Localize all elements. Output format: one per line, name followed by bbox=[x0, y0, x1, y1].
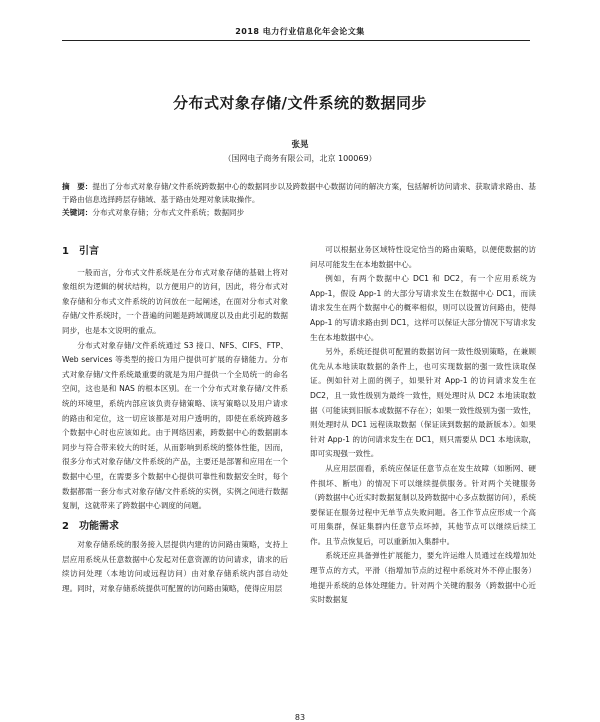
paragraph: 例如，有两个数据中心 DC1 和 DC2，有一个应用系统为 App-1，假设 App-1 的大部分写请求发生在数据中心 DC1，而读请求发生在两个数据中心的概率相似，则可以设置访问路由，使得 App-1 的写请求路由到 DC1，这样可以保证大部分情况下写请求发生在本地数据中心。 bbox=[310, 274, 536, 342]
left-column bbox=[62, 243, 288, 597]
author-affiliation: （国网电子商务有限公司，北京 100069） bbox=[223, 154, 377, 163]
keywords bbox=[62, 206, 536, 219]
paragraph: 可以根据业务区域特性设定恰当的路由策略，以便使数据的访问尽可能发生在本地数据中心。 bbox=[310, 245, 536, 269]
abstract-label: 摘 要： bbox=[62, 182, 93, 191]
abstract bbox=[62, 180, 536, 206]
paragraph: 另外，系统还提供可配置的数据访问一致性级别策略，在兼顾优先从本地读取数据的条件上，也可实现数据的强一致性读取保证。例如针对上面的例子，如果针对 App-1 的访问请求发生在 DC2，且一致性级别为最终一致性，则处理时从 DC2 本地读取数据（可能读到旧版本或数据不存在）；如果一致性级别为强一致性，则处理时从 DC1 远程读取数据（保证读到数据的最新版本）。如果针对 App-1 的访问请求发生在 DC1，则只需要从 DC1 本地读取，即可实现强一致性。 bbox=[310, 347, 536, 459]
paragraph: 对象存储系统的服务接入层提供内建的访问路由策略，支持上层应用系统从任意数据中心发起对任意资源的访问请求，请求的后续访问处理（本地访问或远程访问）由对象存储系统内部自动处理。同时，对象存储系统提供可配置的访问路由策略，使得应用层 bbox=[62, 540, 288, 594]
abstract-block bbox=[62, 180, 536, 219]
keywords-label: 关键词： bbox=[62, 208, 93, 217]
running-header: 2018 电力行业信息化年会论文集 bbox=[235, 27, 365, 36]
paragraph: 分布式对象存储/文件系统通过 S3 接口、NFS、CIFS、FTP、Web services 等类型的接口为用户提供可扩展的存储能力。分布式对象存储/文件系统最重要的就是为用户提供一个全局统一的命名空间，这也是和 NAS 的根本区别。在一个分布式对象存储/文件系统的环境里，系统内部应该负责存储策略、读写策略以及用户请求的路由和定位，这一切应该都是对用户透明的，即使在系统跨越多个数据中心时也应该如此。由于网络因素，跨数据中心的数据副本同步与符合带来较大的时延，从而影响到系统的整体性能，因而，很多分布式对象存储/文件系统的产品，主要还是部署和应用在一个数据中心里，在需要多个数据中心提供可靠性和数据安全时，每个数据都需一套分布式对象存储/文件系统的实例，实例之间进行数据复制，这就带来了跨数据中心调度的问题。 bbox=[62, 340, 288, 511]
paragraph: 一般而言，分布式文件系统是在分布式对象存储的基础上将对象组织为逻辑的树状结构，以方便用户的访问，因此，将分布式对象存储和分布式文件系统的访问放在一起阐述，在面对分布式对象存储/文件系统时，一个普遍的问题是跨域调度以及由此引起的数据同步，也是本文说明的重点。 bbox=[62, 267, 288, 335]
paragraph: 系统还应具备弹性扩展能力，要允许运维人员通过在线增加处理节点的方式，平滑（指增加节点的过程中系统对外不停止服务）地提升系统的总体处理能力。针对两个关键的服务（跨数据中心近实时数据复 bbox=[310, 551, 536, 605]
author-name: 张晃 bbox=[291, 140, 309, 150]
page-number: 83 bbox=[294, 713, 306, 722]
paragraph: 从应用层面看，系统应保证任意节点在发生故障（如断网、硬件损坏、断电）的情况下可以继续提供服务。针对两个关键服务（跨数据中心近实时数据复制以及跨数据中心多点数据访问），系统要保证在服务过程中无单节点失败问题。各工作节点应形成一个高可用集群，保证集群内任意节点坏掉，其他节点可以继续后续工作。且节点恢复后，可以重新加入集群中。 bbox=[310, 463, 536, 546]
keywords-text: 分布式对象存储；分布式文件系统；数据同步 bbox=[92, 208, 245, 217]
section-heading-introduction: 1 引言 bbox=[62, 246, 99, 257]
section-heading-requirements: 2 功能需求 bbox=[62, 520, 119, 532]
header-rule bbox=[62, 40, 530, 41]
paper-title: 分布式对象存储/文件系统的数据同步 bbox=[173, 94, 427, 112]
abstract-text: 提出了分布式对象存储/文件系统跨数据中心的数据同步以及跨数据中心数据访问的解决方案，包括解析访问请求、获取请求路由、基于路由信息选择跨层存储域、基于路由处理对象读取操作。 bbox=[62, 182, 536, 204]
right-column bbox=[310, 243, 536, 608]
